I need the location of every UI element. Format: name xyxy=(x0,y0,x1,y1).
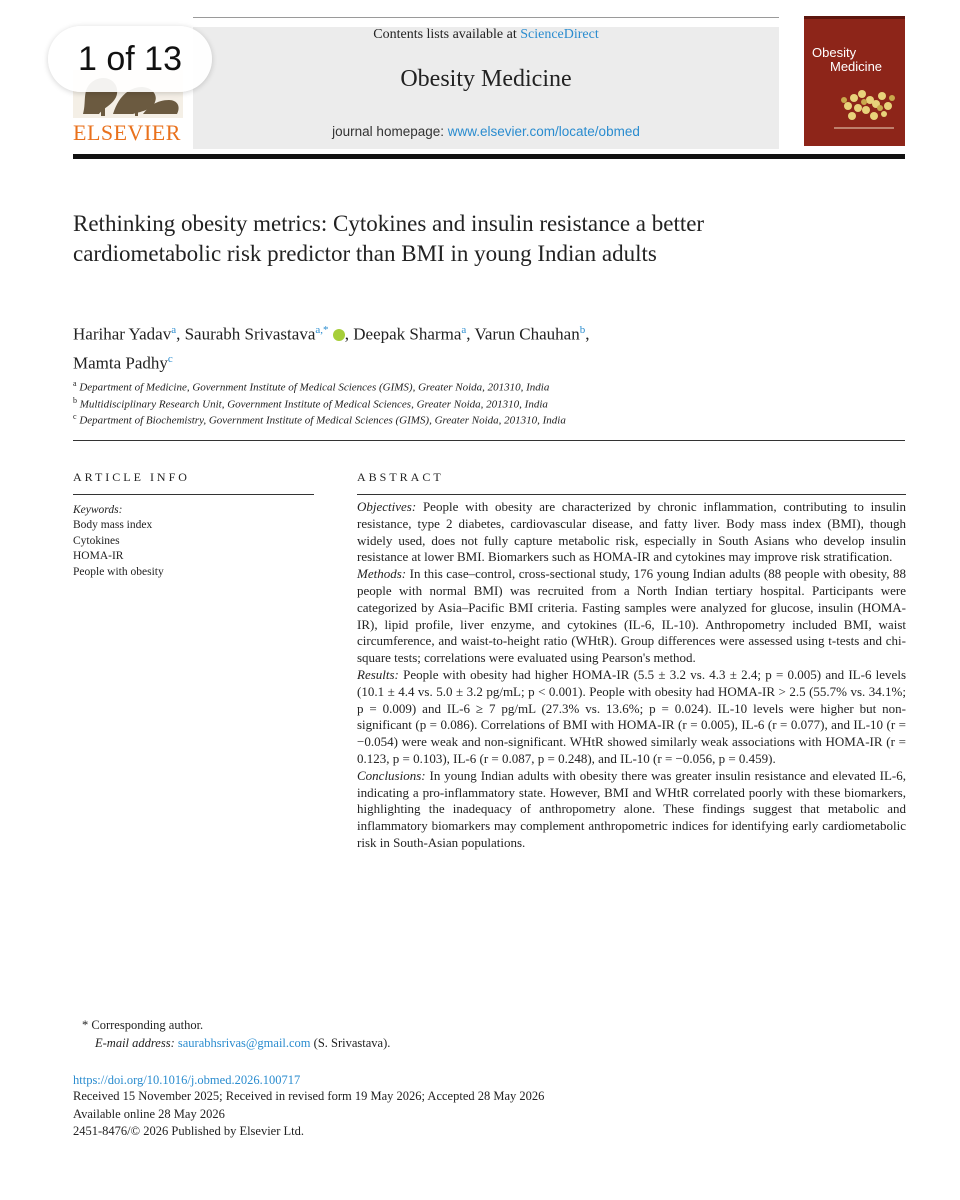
email-label: E-mail address: xyxy=(95,1036,175,1050)
affiliation xyxy=(73,412,873,427)
results-text: People with obesity had higher HOMA-IR (5.5 ± 3.2 vs. 4.3 ± 2.4; p = 0.005) and IL-6 levels (10.1 ± 4.4 vs. 5.0 ± 3.2 pg/mL; p < 0.001). People with obesity had HOMA-IR > 2.5 (55.7% vs. 34.1%; p = 0.009) and IL-6 ≥ 7 pg/mL (27.3% vs. 13.6%; p = 0.024). IL-10 levels were higher but non-significant (p = 0.086). Correlations of BMI with HOMA-IR (r = 0.005), IL-6 (r = 0.077), and IL-10 (r = −0.054) were weak and non-significant. WHtR showed similarly weak associations with HOMA-IR (r = 0.123, p = 0.103), IL-6 (r = 0.087, p = 0.248), and IL-10 (r = −0.056, p = 0.459). xyxy=(357,666,906,766)
author-list: Harihar Yadav$^a$, Saurabh Srivastava$^{a,*}$ , Deepak Sharma$^a$, Varun Chauhan$^b$, Mamta Padhy$^c$ xyxy=(73,324,590,373)
abstract-heading: ABSTRACT xyxy=(357,470,444,484)
copyright: 2451-8476/© 2026 Published by Elsevier Ltd. xyxy=(73,1124,305,1138)
author-affil-sup: a xyxy=(171,324,177,336)
abstract-methods xyxy=(357,566,906,667)
header-top-rule xyxy=(193,17,779,18)
affiliation xyxy=(73,396,873,411)
sciencedirect-link[interactable]: ScienceDirect xyxy=(520,27,599,42)
author-name[interactable]: Deepak Sharma xyxy=(353,324,462,344)
cover-title xyxy=(812,46,882,74)
affiliation xyxy=(73,379,873,394)
header-thick-rule xyxy=(73,154,905,159)
author-affil-sup: c xyxy=(167,352,173,365)
orcid-icon[interactable] xyxy=(333,329,345,341)
affiliation-text: Department of Medicine, Government Institute of Medical Sciences (GIMS), Greater Noida, 201310, India xyxy=(79,381,550,394)
conclusions-label: Conclusions: xyxy=(357,767,426,783)
journal-homepage xyxy=(193,124,779,139)
homepage-prefix: journal homepage: xyxy=(332,124,448,139)
doi-link[interactable]: https://doi.org/10.1016/j.obmed.2026.100717 xyxy=(73,1073,301,1087)
cover-art xyxy=(804,16,905,146)
abstract-rule xyxy=(357,494,906,495)
abstract-body xyxy=(357,499,906,852)
cover-title-line2: Medicine xyxy=(830,59,883,74)
email-link[interactable]: saurabhsrivas@gmail.com xyxy=(177,1036,311,1050)
elsevier-wordmark: ELSEVIER xyxy=(73,120,181,145)
results-label: Results: xyxy=(357,666,399,682)
author-name[interactable]: Saurabh Srivastava xyxy=(184,324,316,344)
cover-title-line1: Obesity xyxy=(812,45,857,60)
section-divider xyxy=(73,440,905,441)
methods-text: In this case–control, cross-sectional study, 176 young Indian adults (88 people with obesity, 88 people with normal BMI) was recruited from a North Indian tertiary hospital. Participants were categorized by Asia–Pacific BMI criteria. Fasting samples were analyzed for glucose, insulin (HOMA-IR), lipid profile, liver enzyme, and cytokines (IL-6, IL-10). Anthropometry included BMI, waist circumference, and waist-to-height ratio (WHtR). Group differences were assessed using t-tests and chi-square tests; correlations were evaluated using Pearson's method. xyxy=(357,566,906,666)
affiliation-sup: b xyxy=(73,396,77,405)
journal-name: Obesity Medicine xyxy=(400,66,572,92)
conclusions-text: In young Indian adults with obesity there was greater insulin resistance and elevated IL-6, indicating a pro-inflammatory state. However, BMI and WHtR correlated poorly with these biomarkers, highlighting the inadequacy of anthropometry alone. These findings suggest that metabolic and inflammatory biomarkers may complement anthropometric indices for identifying early cardiometabolic risk in South-Asian populations. xyxy=(357,767,906,850)
objectives-text: People with obesity are characterized by chronic inflammation, contributing to insulin resistance, type 2 diabetes, cardiovascular disease, and fatty liver. Body mass index (BMI), though widely used, does not fully capture metabolic risk, especially in South Asians who develop insulin resistance at lower BMI. Biomarkers such as HOMA-IR and cytokines may improve risk stratification. xyxy=(357,499,906,565)
contents-available xyxy=(193,27,779,43)
affiliation-sup: c xyxy=(73,412,77,421)
email-suffix: (S. Srivastava). xyxy=(310,1036,391,1050)
email-line xyxy=(95,1036,895,1051)
article-title: Rethinking obesity metrics: Cytokines and insulin resistance a better cardiometabolic risk predictor than BMI in young Indian adults xyxy=(73,211,705,266)
affiliation-text: Department of Biochemistry, Government Institute of Medical Sciences (GIMS), Greater Noida, 201310, India xyxy=(79,414,566,427)
homepage-link[interactable]: www.elsevier.com/locate/obmed xyxy=(447,124,640,139)
author-name[interactable]: Varun Chauhan xyxy=(474,324,580,344)
corresponding-author-note: * Corresponding author. xyxy=(82,1018,204,1032)
contents-prefix: Contents lists available at xyxy=(373,27,521,42)
keyword: Body mass index xyxy=(73,519,153,531)
author-name[interactable]: Harihar Yadav xyxy=(73,324,172,344)
article-info-heading: ARTICLE INFO xyxy=(73,470,190,484)
author-affil-sup: a,* xyxy=(315,324,329,336)
keywords-label: Keywords: xyxy=(73,504,123,516)
abstract-results xyxy=(357,667,906,768)
received-dates: Received 15 November 2025; Received in revised form 19 May 2026; Accepted 28 May 2026 xyxy=(73,1089,545,1103)
available-online: Available online 28 May 2026 xyxy=(73,1107,225,1121)
author-affil-sup: b xyxy=(579,324,586,336)
author-affil-sup: a xyxy=(461,324,467,336)
objectives-label: Objectives: xyxy=(357,499,417,514)
article-info-rule xyxy=(73,494,314,495)
page-indicator: 1 of 13 xyxy=(48,26,212,92)
keyword: HOMA-IR xyxy=(73,550,124,562)
keyword: Cytokines xyxy=(73,535,120,547)
abstract-conclusions xyxy=(357,768,906,852)
methods-label: Methods: xyxy=(357,566,407,582)
abstract-objectives xyxy=(357,499,906,566)
author-name[interactable]: Mamta Padhy xyxy=(73,353,168,373)
keyword: People with obesity xyxy=(73,566,164,578)
journal-cover xyxy=(804,16,905,146)
affiliation-sup: a xyxy=(73,379,77,388)
affiliation-text: Multidisciplinary Research Unit, Government Institute of Medical Sciences, Greater Noida, 201310, India xyxy=(79,398,548,411)
doi-line xyxy=(73,1073,873,1088)
